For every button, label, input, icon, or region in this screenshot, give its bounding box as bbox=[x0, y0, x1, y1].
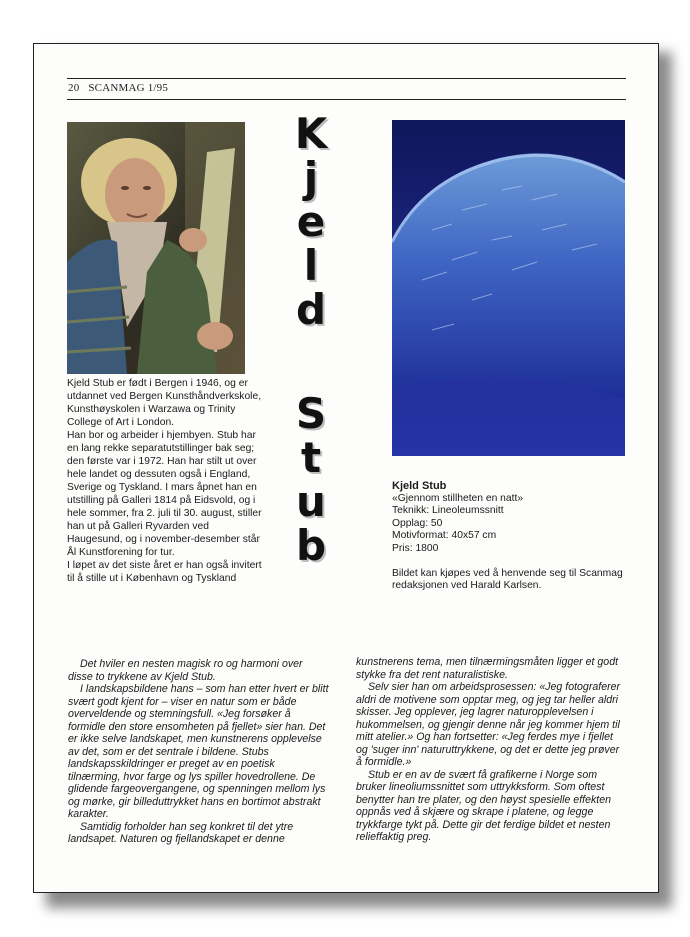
title-letter: d bbox=[295, 285, 327, 334]
title-letter: t bbox=[300, 433, 322, 482]
article-paragraph: I landskapsbildene hans – som han etter hvert er blitt svært godt kjent for – viser en natur som er både overveldende og stemningsfull. «Jeg forsøker å formidle den store ensomheten på fjellet» sier han. Det er ikke selve landskapet, men kunstnerens opplevelse av det, som er det sentrale i bildene. Stubs landskapsskildringer er preget av en poetisk tilnærming, hvor farge og lys spiller hovedrollene. De glidende fargeovergangene, og spenningen mellom lys og mørke, gir billeduttrykket hans en bortimot abstrakt karakter. bbox=[68, 683, 329, 820]
caption-line: Opplag: 50 bbox=[392, 517, 443, 529]
header-rule bbox=[67, 99, 626, 100]
article-paragraph: Stub er en av de svært få grafikerne i Norge som bruker lineoliumssnittet som uttrykksform. Som oftest benytter han tre plater, og den høyst spesielle effekten oppnås ved å skjære og skrape i platene, og legge trykkfarge tykt på. Dette gir det ferdige bildet et nesten relieffaktig preg. bbox=[356, 768, 611, 843]
title-letter: K bbox=[294, 109, 328, 158]
magazine-issue: SCANMAG 1/95 bbox=[88, 82, 169, 94]
page-number: 20 bbox=[68, 82, 80, 94]
title-letter: j bbox=[303, 153, 319, 202]
header-rule bbox=[67, 78, 626, 79]
artist-bio bbox=[67, 377, 262, 585]
title-letter: l bbox=[303, 241, 319, 290]
title-letter: e bbox=[296, 197, 326, 246]
bio-paragraph: I løpet av det siste året er han også invitert til å stille ut i København og Tyskland bbox=[67, 560, 262, 584]
page-header bbox=[68, 82, 174, 94]
caption-line: Pris: 1800 bbox=[392, 542, 439, 554]
caption-purchase-note: Bildet kan kjøpes ved å henvende seg til Scanmag redaksjonen ved Harald Karlsen. bbox=[392, 567, 623, 592]
title-letter: b bbox=[295, 521, 327, 570]
article-paragraph: Selv sier han om arbeidsprosessen: «Jeg fotograferer aldri de motivene som opptar meg, og jeg tar heller aldri skisser. Jeg opplever, jeg lagrer naturopplevelsen i hukommelsen, og gjengir denne når jeg kommer hjem til mitt atelier.» Og han fortsetter: «Jeg ferdes mye i fjellet og 'suger inn' naturuttrykkene, og det er dette jeg prøver å formidle.» bbox=[356, 681, 621, 768]
title-letter: u bbox=[296, 477, 326, 526]
article-title-vertical bbox=[276, 109, 346, 570]
bio-paragraph: Kjeld Stub er født i Bergen i 1946, og er utdannet ved Bergen Kunsthåndverkskole, Kunsthøyskolen i Warzawa og Trinity College of Art i London. bbox=[67, 378, 262, 428]
artwork-linocut-image bbox=[392, 120, 625, 456]
article-paragraph: Samtidig forholder han seg konkret til det ytre landsapet. Naturen og fjellandskapet er denne bbox=[68, 820, 294, 845]
caption-line: Motivformat: 40x57 cm bbox=[392, 530, 497, 542]
title-letter: S bbox=[295, 389, 327, 438]
caption-line: Teknikk: Lineoleumssnitt bbox=[392, 505, 504, 517]
article-column-right bbox=[356, 656, 626, 844]
article-column-left bbox=[68, 658, 330, 846]
bio-paragraph: Han bor og arbeider i hjembyen. Stub har en lang rekke separatutstillinger bak seg; den første var i 1972. Han har stilt ut over hele landet og dessuten også i England, Sverige og Tyskland. I mars åpnet han en utstilling på Galleri 1814 på Eidsvold, og i hele sommer, fra 2. juli til 30. august, stiller han ut på Galleri Ryvarden ved Haugesund, og i november-desember står Ål Kunstforening for tur. bbox=[67, 430, 262, 558]
article-paragraph: kunstnerens tema, men tilnærmingsmåten ligger et godt stykke fra det rent naturalistiske. bbox=[356, 656, 619, 681]
artist-portrait-photo bbox=[67, 122, 245, 374]
caption-line: «Gjennom stillheten en natt» bbox=[392, 492, 524, 504]
artwork-caption bbox=[392, 480, 632, 593]
article-paragraph: Det hviler en nesten magisk ro og harmoni over disse to trykkene av Kjeld Stub. bbox=[68, 658, 303, 683]
title-word-gap bbox=[276, 332, 346, 392]
caption-title: Kjeld Stub bbox=[392, 480, 447, 492]
